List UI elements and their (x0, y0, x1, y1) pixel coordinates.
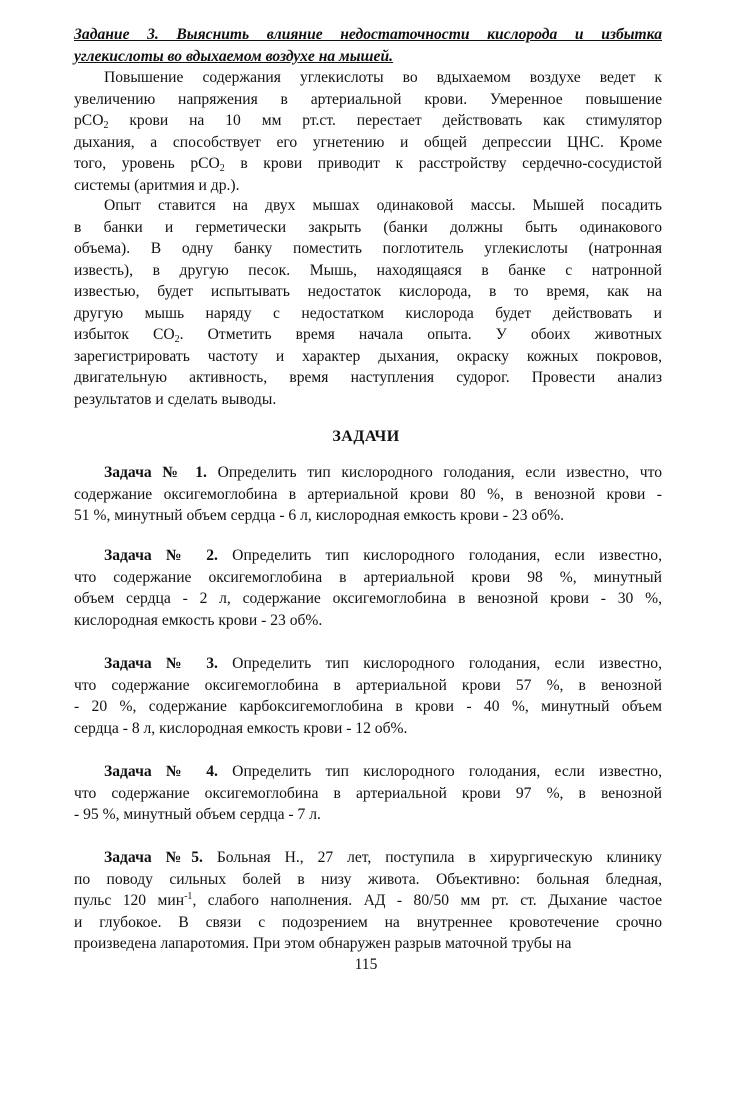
task-line: и глубокое. В связи с подозрением на внутреннее кровотечение срочно (74, 913, 662, 931)
task-4 (74, 761, 662, 826)
p1-line (74, 153, 662, 175)
task-line: 51 %, минутный объем сердца - 6 л, кислородная емкость крови - 23 об%. (74, 507, 565, 524)
task-line: Задача №5. Больная Н., 27 лет, поступила в хирургическую клинику (104, 849, 663, 866)
text-run: объема). В одну банку поместить поглотитель углекислоты (натронная (74, 240, 662, 257)
text-run: системы (аритмия и др.). (74, 176, 240, 194)
task-3 (74, 653, 662, 739)
p1-line (74, 89, 662, 111)
task-line: сердца - 8 л, кислородная емкость крови - 12 об%. (74, 719, 408, 737)
task-line: по поводу сильных болей в низу живота. Объективно: больная бледная, (74, 870, 662, 888)
subscript: 2 (174, 334, 180, 345)
section3-heading-line-1: Задание 3. Выяснить влияние недостаточности кислорода и избытка (74, 26, 662, 43)
task-line: - 95 %, минутный объем сердца - 7 л. (74, 806, 321, 823)
page-number: 115 (354, 956, 378, 973)
tasks-title: ЗАДАЧИ (332, 428, 400, 445)
task-line: - 20 %, содержание карбоксигемоглобина в крови - 40 %, минутный объем (74, 698, 662, 715)
p1-line (74, 110, 662, 132)
subscript: 2 (219, 163, 225, 174)
text-run: крови на 10 мм рт.ст. перестает действовать как стимулятор (108, 112, 662, 129)
task-label: Задача № 2. (104, 547, 218, 564)
p1-line (74, 67, 662, 89)
task-line: объем сердца - 2 л, содержание оксигемоглобина в венозной крови - 30 %, (74, 590, 662, 607)
text-run: pCO (74, 112, 104, 129)
task-line: пульс 120 мин$^{-1}$, слабого наполнения. АД - 80/50 мм рт. ст. Дыхание частое (74, 891, 662, 909)
text-run: в крови приводит к расстройству сердечно-сосудистой (224, 155, 662, 172)
subscript: 2 (103, 120, 109, 131)
task-line: произведена лапаротомия. При этом обнаружен разрыв маточной трубы на (74, 935, 572, 952)
text-run: результатов и сделать выводы. (74, 390, 277, 408)
text-run: . Отметить время начала опыта. У обоих животных (179, 326, 663, 343)
p2-line (74, 217, 662, 239)
task-label: Задача № 3. (104, 655, 218, 672)
task-5 (74, 847, 662, 955)
p2-line (74, 367, 662, 389)
task-line: кислородная емкость крови - 23 об%. (74, 611, 323, 629)
task-1 (74, 462, 662, 527)
section3-paragraph-2 (74, 195, 662, 410)
p1-line (74, 175, 662, 197)
text-run: того, уровень pCO (74, 155, 220, 172)
p2-line (74, 346, 662, 368)
superscript: -1 (184, 891, 193, 902)
p2-line (74, 389, 662, 411)
p2-line (74, 260, 662, 282)
task-line: что содержание оксигемоглобина в артериальной крови 57 %, в венозной (74, 676, 662, 694)
task-line: Задача № 4. Определить тип кислородного голодания, если известно, (104, 763, 662, 780)
p1-line (74, 132, 662, 154)
p2-line (74, 195, 662, 217)
text-run: увеличению напряжения в артериальной крови. Умеренное повышение (74, 90, 662, 108)
p2-line (74, 303, 662, 325)
text-run: известью, будет испытывать недостаток кислорода, в то время, как на (74, 283, 662, 300)
p2-line (74, 324, 662, 346)
task-line: содержание оксигемоглобина в артериальной крови 80 %, в венозной крови - (74, 485, 662, 503)
task-line: что содержание оксигемоглобина в артериальной крови 98 %, минутный (74, 568, 662, 586)
section3-heading-line-2: углекислоты во вдыхаемом воздухе на мышей. (74, 47, 394, 65)
text-run: Опыт ставится на двух мышах одинаковой массы. Мышей посадить (104, 197, 662, 214)
task-line: Задача № 2. Определить тип кислородного голодания, если известно, (104, 547, 662, 564)
p2-line (74, 281, 662, 303)
task-line: Задача № 1. Определить тип кислородного голодания, если известно, что (104, 464, 662, 481)
text-run: в банки и герметически закрыть (банки должны быть одинакового (74, 218, 662, 236)
p2-line (74, 238, 662, 260)
task-label: Задача № 1. (104, 464, 207, 481)
text-run: Повышение содержания углекислоты во вдыхаемом воздухе ведет к (104, 69, 662, 86)
task-label: Задача № 4. (104, 763, 218, 780)
text-run: двигательную активность, время наступления судорог. Провести анализ (74, 369, 662, 386)
section3-paragraph-1 (74, 67, 662, 196)
task-2 (74, 545, 662, 631)
text-run: избыток CO (74, 326, 175, 343)
text-run: зарегистрировать частоту и характер дыхания, окраску кожных покровов, (74, 347, 662, 365)
task-label: Задача №5. (104, 849, 203, 866)
text-run: дыхания, а способствует его угнетению и общей депрессии ЦНС. Кроме (74, 133, 662, 151)
task-line: что содержание оксигемоглобина в артериальной крови 97 %, в венозной (74, 784, 662, 802)
section3-heading (74, 24, 662, 67)
task-line: Задача № 3. Определить тип кислородного голодания, если известно, (104, 655, 662, 672)
text-run: другую мышь наряду с недостатком кислорода будет действовать и (74, 304, 662, 322)
text-run: известь), в другую песок. Мышь, находящаяся в банке с натронной (74, 261, 662, 279)
